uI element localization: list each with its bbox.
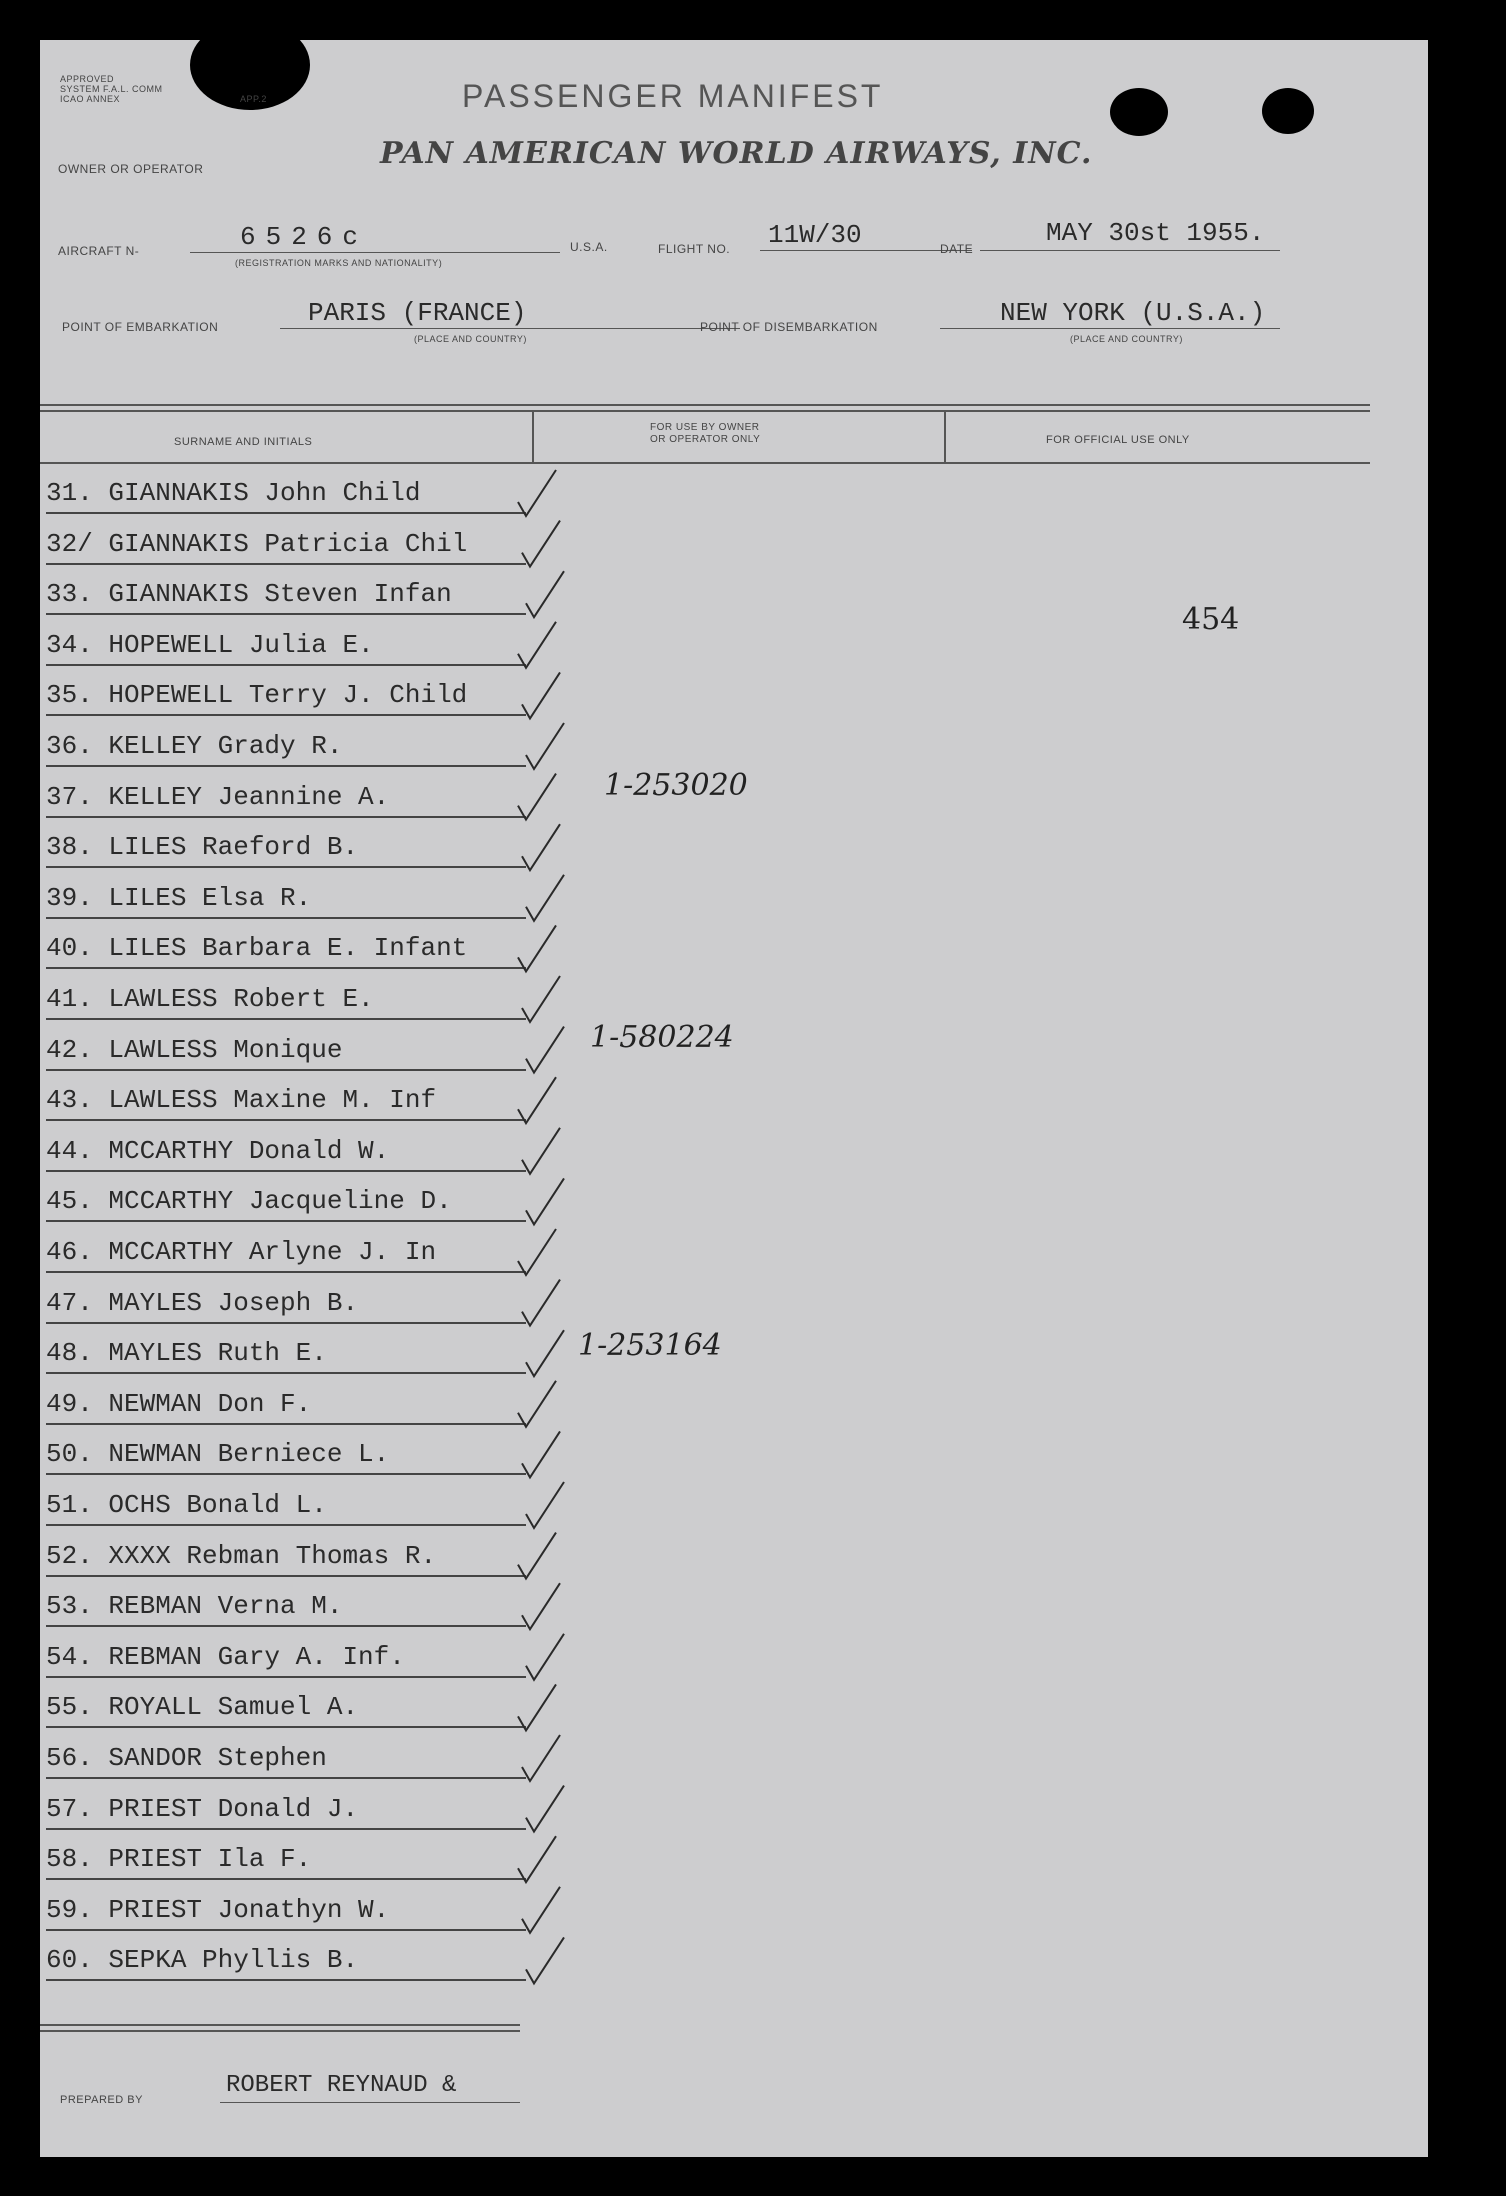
aircraft-value: 6526c: [240, 222, 369, 252]
handwritten-ref: 1-580224: [590, 1020, 734, 1055]
passenger-name: 33. GIANNAKIS Steven Infan: [46, 579, 452, 610]
check-mark: [518, 1836, 556, 1882]
usa-label: U.S.A.: [570, 240, 608, 254]
check-mark: [522, 1280, 560, 1326]
flight-label: FLIGHT NO.: [658, 242, 731, 256]
passenger-name: 39. LILES Elsa R.: [46, 882, 312, 913]
embark-label: POINT OF EMBARKATION: [62, 320, 219, 334]
check-mark: [522, 1887, 560, 1933]
flight-value: 11W/30: [768, 220, 862, 250]
approval-line: APPROVED: [60, 74, 115, 84]
passenger-name: 35. HOPEWELL Terry J. Child: [46, 680, 468, 711]
check-mark: [518, 622, 556, 668]
passenger-name: 41. LAWLESS Robert E.: [46, 984, 374, 1014]
check-mark: [526, 1482, 564, 1528]
passenger-name: 48. MAYLES Ruth E.: [46, 1338, 327, 1369]
passenger-name: 57. PRIEST Donald J.: [46, 1793, 359, 1824]
date-value: MAY 30st 1955.: [1046, 218, 1265, 248]
column-official: FOR OFFICIAL USE ONLY: [1046, 434, 1190, 446]
disembark-label: POINT OF DISEMBARKATION: [700, 320, 878, 334]
disembark-caption: (PLACE AND COUNTRY): [1070, 334, 1183, 344]
embark-caption: (PLACE AND COUNTRY): [414, 334, 527, 344]
passenger-name: 54. REBMAN Gary A. Inf.: [46, 1641, 405, 1672]
passenger-name: 34. HOPEWELL Julia E.: [46, 629, 374, 660]
page-title: PASSENGER MANIFEST: [462, 78, 884, 114]
passenger-name: 42. LAWLESS Monique: [46, 1034, 343, 1065]
date-label: DATE: [940, 242, 974, 256]
check-mark: [518, 1077, 556, 1123]
check-mark: [522, 824, 560, 870]
check-mark: [518, 1381, 556, 1427]
check-mark: [526, 1937, 564, 1983]
check-marks: [40, 40, 1428, 2157]
owner-label: OWNER OR OPERATOR: [58, 162, 204, 176]
disembark-value: NEW YORK (U.S.A.): [1000, 298, 1266, 328]
check-mark: [518, 925, 556, 971]
owner-value: PAN AMERICAN WORLD AIRWAYS, INC.: [380, 136, 1093, 171]
passenger-name: 32/ GIANNAKIS Patricia Chil: [46, 528, 468, 559]
passenger-name: 44. MCCARTHY Donald W.: [46, 1135, 390, 1166]
handwritten-ref: 1-253164: [578, 1328, 722, 1363]
passenger-name: 55. ROYALL Samuel A.: [46, 1692, 359, 1723]
aircraft-label: AIRCRAFT N-: [58, 244, 140, 258]
registration-caption: (REGISTRATION MARKS AND NATIONALITY): [235, 258, 443, 268]
passenger-name: 37. KELLEY Jeannine A.: [46, 781, 390, 812]
check-mark: [518, 1533, 556, 1579]
column-owner-use: FOR USE BY OWNER: [650, 422, 760, 433]
prepared-label: PREPARED BY: [60, 2094, 143, 2106]
check-mark: [522, 1128, 560, 1174]
check-mark: [522, 1735, 560, 1781]
check-mark: [518, 470, 556, 516]
passenger-name: 50. NEWMAN Berniece L.: [46, 1439, 390, 1470]
check-mark: [522, 672, 560, 718]
passenger-name: 38. LILES Raeford B.: [46, 832, 359, 863]
check-mark: [522, 976, 560, 1022]
check-mark: [526, 1178, 564, 1224]
passenger-name: 51. OCHS Bonald L.: [46, 1490, 327, 1520]
passenger-name: 40. LILES Barbara E. Infant: [46, 933, 468, 964]
check-mark: [518, 1229, 556, 1275]
passenger-name: 31. GIANNAKIS John Child: [46, 478, 421, 508]
check-mark: [526, 1634, 564, 1680]
column-surname: SURNAME AND INITIALS: [174, 436, 313, 448]
handwritten-official-number: 454: [1182, 602, 1240, 637]
passenger-name: 36. KELLEY Grady R.: [46, 731, 343, 761]
passenger-name: 53. REBMAN Verna M.: [46, 1591, 343, 1622]
check-mark: [526, 1027, 564, 1073]
passenger-name: 52. XXXX Rebman Thomas R.: [46, 1540, 437, 1571]
passenger-name: 60. SEPKA Phyllis B.: [46, 1945, 359, 1976]
embark-value: PARIS (FRANCE): [308, 298, 527, 328]
passenger-name: 46. MCCARTHY Arlyne J. In: [46, 1237, 437, 1267]
approval-line: ICAO ANNEX: [60, 94, 121, 104]
check-mark: [522, 521, 560, 567]
passenger-name: 58. PRIEST Ila F.: [46, 1844, 312, 1875]
check-mark: [526, 1330, 564, 1376]
check-mark: [518, 774, 556, 820]
check-mark: [518, 1684, 556, 1730]
check-mark: [526, 571, 564, 617]
check-mark: [522, 1431, 560, 1477]
check-mark: [526, 875, 564, 921]
column-owner-use: OR OPERATOR ONLY: [650, 434, 761, 445]
passenger-name: 45. MCCARTHY Jacqueline D.: [46, 1186, 452, 1217]
passenger-name: 47. MAYLES Joseph B.: [46, 1287, 359, 1318]
passenger-name: 59. PRIEST Jonathyn W.: [46, 1894, 390, 1925]
handwritten-ref: 1-253020: [604, 768, 748, 803]
manifest-sheet: [40, 40, 1428, 2157]
check-mark: [526, 1786, 564, 1832]
check-mark: [522, 1583, 560, 1629]
passenger-name: 49. NEWMAN Don F.: [46, 1388, 312, 1419]
approval-line: APP.2: [240, 94, 267, 104]
check-mark: [526, 723, 564, 769]
prepared-value: ROBERT REYNAUD &: [226, 2072, 457, 2099]
passenger-name: 43. LAWLESS Maxine M. Inf: [46, 1085, 437, 1116]
passenger-name: 56. SANDOR Stephen: [46, 1743, 327, 1773]
approval-line: SYSTEM F.A.L. COMM: [60, 84, 163, 94]
